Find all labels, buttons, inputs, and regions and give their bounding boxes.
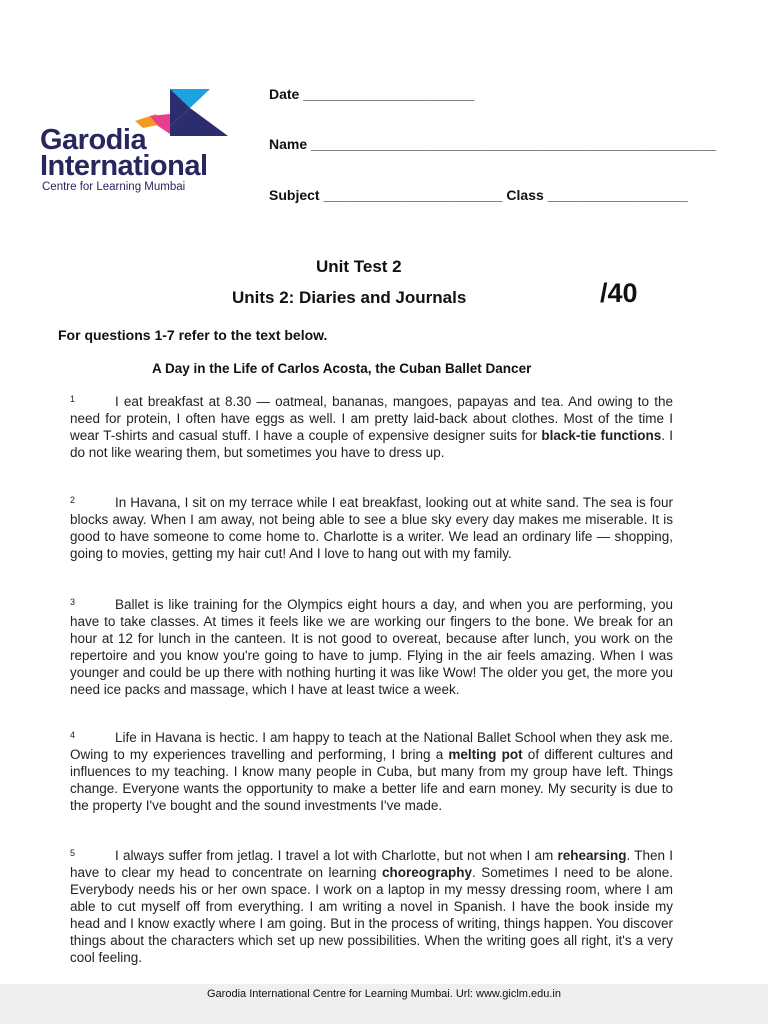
- paragraph-4: [70, 729, 673, 814]
- paragraph-text: . Then I have to clear my head to concentrate on learning: [70, 848, 674, 880]
- paragraph-number: 3: [70, 597, 76, 607]
- logo-tagline: Centre for Learning Mumbai: [42, 181, 186, 193]
- paragraph-text: of different cultures and influences to my teaching. I know many people in Cuba, but many from my group have left. Things change. Everyone wants the opportunity to make a better life and earn money. My security is due to the property I've bought and the sound investments I've made.: [70, 747, 673, 813]
- paragraph-text: I always suffer from jetlag. I travel a lot with Charlotte, but not when I am: [115, 848, 558, 863]
- highlighted-term: choreography: [381, 865, 473, 880]
- paragraph-3: [70, 596, 673, 698]
- paragraph-text: In Havana, I sit on my terrace while I eat breakfast, looking out at white sand. The sea is four blocks away. When I am away, not being able to see a blue sky every day makes me miserable. It is good to have someone to come home to. Charlotte is a writer. We lead an ordinary life — shopping, going to movies, getting my hair cut! And I love to hang out with my family.: [70, 495, 673, 561]
- paragraph-number: 2: [70, 495, 76, 505]
- test-title: Unit Test 2: [316, 257, 402, 276]
- paragraph-number: 5: [70, 848, 76, 858]
- paragraph-text: Life in Havana is hectic. I am happy to teach at the National Ballet School when they ask me. Owing to my experiences travelling and performing, I bring a: [70, 730, 673, 762]
- paragraph-text: . I do not like wearing them, but sometimes you have to dress up.: [70, 428, 673, 460]
- paragraph-5: [70, 847, 673, 966]
- paragraph-text: Ballet is like training for the Olympics eight hours a day, and when you are performing, you have to take classes. At times it feels like we are working our fingers to the bone. We break for an hour at 12 for lunch in the canteen. It is not good to overeat, because after lunch, you work on the repertoire and you know you're going to have to jump. Flying in the air feels amazing. When I was younger and could be up there with nothing hurting it was like Wow! The older you get, the more you need ice packs and massage, which I have at least twice a week.: [70, 597, 673, 697]
- passage-title: A Day in the Life of Carlos Acosta, the Cuban Ballet Dancer: [152, 361, 532, 376]
- school-logo: [38, 86, 233, 196]
- date-field[interactable]: Date ______________________: [269, 86, 475, 102]
- logo-text-line2: International: [40, 150, 208, 182]
- paragraph-1: [70, 393, 673, 461]
- footer-text: Garodia International Centre for Learning Mumbai. Url: www.giclm.edu.in: [207, 988, 561, 1000]
- paragraph-2: [70, 494, 673, 562]
- paragraph-text: I eat breakfast at 8.30 — oatmeal, bananas, mangoes, papayas and tea. And owing to the need for protein, I often have eggs as well. I am pretty laid-back about clothes. Most of the time I wear T-shirts and casual stuff. I have a couple of expensive designer suits for: [70, 394, 673, 443]
- paragraph-number: 4: [70, 730, 76, 740]
- instructions: For questions 1-7 refer to the text below.: [58, 327, 328, 343]
- highlighted-term: rehearsing: [557, 848, 627, 863]
- logo-text-line1: Garodia: [40, 124, 147, 156]
- total-score: /40: [600, 278, 638, 308]
- test-subtitle: Units 2: Diaries and Journals: [232, 288, 467, 307]
- paragraph-number: 1: [70, 394, 76, 404]
- page-footer: [0, 984, 768, 1024]
- highlighted-term: melting pot: [448, 747, 523, 762]
- paragraph-text: . Sometimes I need to be alone. Everybody needs his or her own space. I work on a laptop in my messy dressing room, where I am able to cut myself off from everything. I am writing a novel in Spanish. I have the book inside my head and I know exactly where I am going. But in the process of writing, things happen. You discover things about the characters which set up new possibilities. When the writing goes all right, it's a very cool feeling.: [70, 865, 673, 965]
- highlighted-term: black-tie functions: [541, 428, 662, 443]
- subject-class-field[interactable]: Subject _______________________ Class __________________: [269, 187, 688, 203]
- name-field[interactable]: Name ____________________________________________________: [269, 136, 716, 152]
